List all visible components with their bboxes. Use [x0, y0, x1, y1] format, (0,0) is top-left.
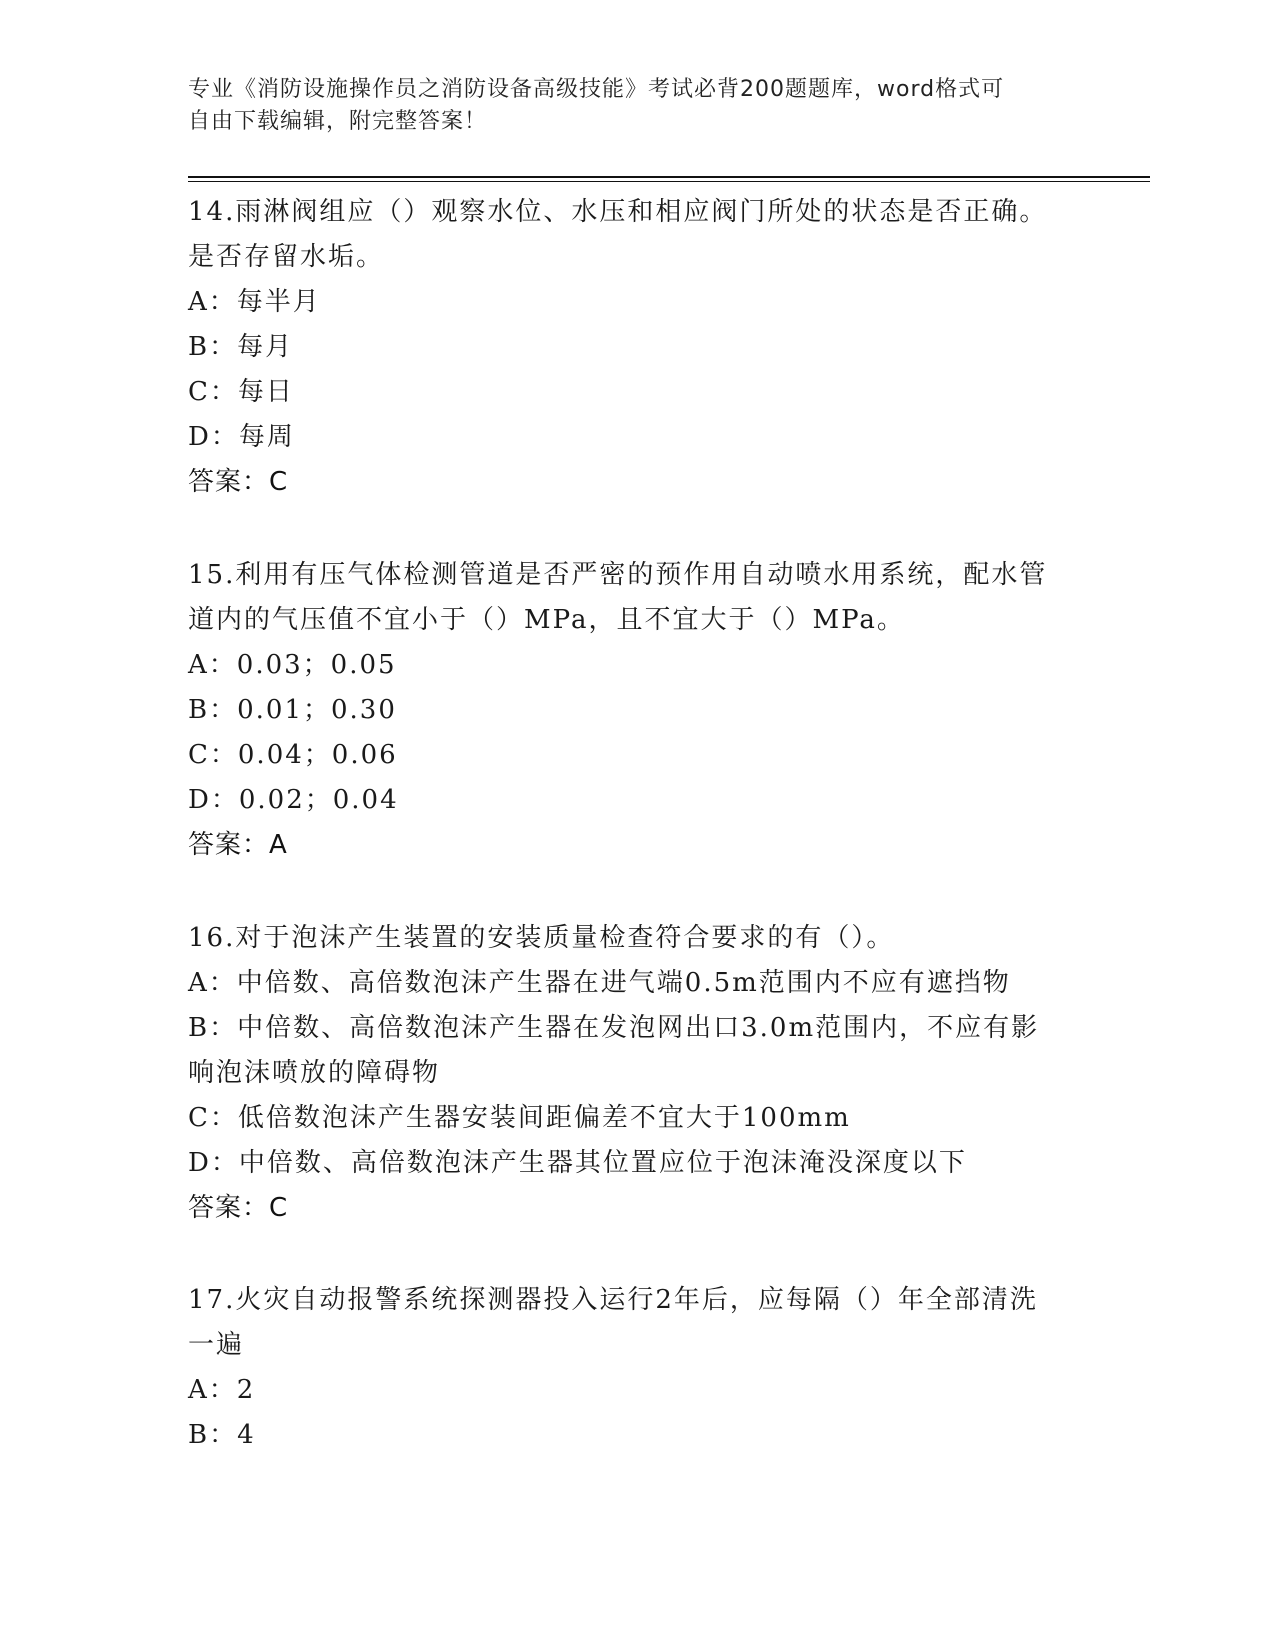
question-stem-line: 17.火灾自动报警系统探测器投入运行2年后，应每隔（）年全部清洗 — [188, 1285, 1038, 1315]
option-d: D：中倍数、高倍数泡沫产生器其位置应位于泡沫淹没深度以下 — [188, 1148, 967, 1178]
option-c: C：低倍数泡沫产生器安装间距偏差不宜大于100mm — [188, 1103, 851, 1133]
option-b: B：4 — [188, 1420, 256, 1450]
question-16 — [188, 916, 1088, 1231]
document-header — [188, 74, 1068, 138]
answer-line: 答案：C — [188, 1193, 289, 1223]
option-d: D：0.02；0.04 — [188, 785, 399, 815]
question-stem-line: 16.对于泡沫产生装置的安装质量检查符合要求的有（）。 — [188, 923, 895, 953]
option-a: A：中倍数、高倍数泡沫产生器在进气端0.5m范围内不应有遮挡物 — [188, 968, 1011, 998]
question-stem-line: 一遍 — [188, 1330, 245, 1360]
option-c: C：每日 — [188, 377, 294, 407]
answer-line: 答案：C — [188, 467, 289, 497]
question-15 — [188, 553, 1088, 868]
answer-line: 答案：A — [188, 830, 288, 860]
question-17 — [188, 1278, 1088, 1458]
header-line-2: 自由下载编辑，附完整答案！ — [188, 109, 488, 134]
option-a: A：2 — [188, 1375, 256, 1405]
question-stem-line: 道内的气压值不宜小于（）MPa，且不宜大于（）MPa。 — [188, 605, 905, 635]
header-divider-thin — [188, 181, 1150, 182]
option-a: A：0.03；0.05 — [188, 650, 397, 680]
option-b: B：每月 — [188, 332, 294, 362]
header-divider-thick — [188, 176, 1150, 178]
header-line-1: 专业《消防设施操作员之消防设备高级技能》考试必背200题题库，word格式可 — [188, 77, 1005, 102]
option-a: A：每半月 — [188, 287, 321, 317]
option-b: B：中倍数、高倍数泡沫产生器在发泡网出口3.0m范围内，不应有影 — [188, 1013, 1040, 1043]
question-stem-line: 15.利用有压气体检测管道是否严密的预作用自动喷水用系统，配水管 — [188, 560, 1048, 590]
question-14 — [188, 190, 1088, 505]
option-b-continued: 响泡沫喷放的障碍物 — [188, 1058, 441, 1088]
option-b: B：0.01；0.30 — [188, 695, 397, 725]
option-d: D：每周 — [188, 422, 295, 452]
question-stem-line: 是否存留水垢。 — [188, 242, 385, 272]
option-c: C：0.04；0.06 — [188, 740, 398, 770]
question-stem-line: 14.雨淋阀组应（）观察水位、水压和相应阀门所处的状态是否正确。 — [188, 197, 1048, 227]
